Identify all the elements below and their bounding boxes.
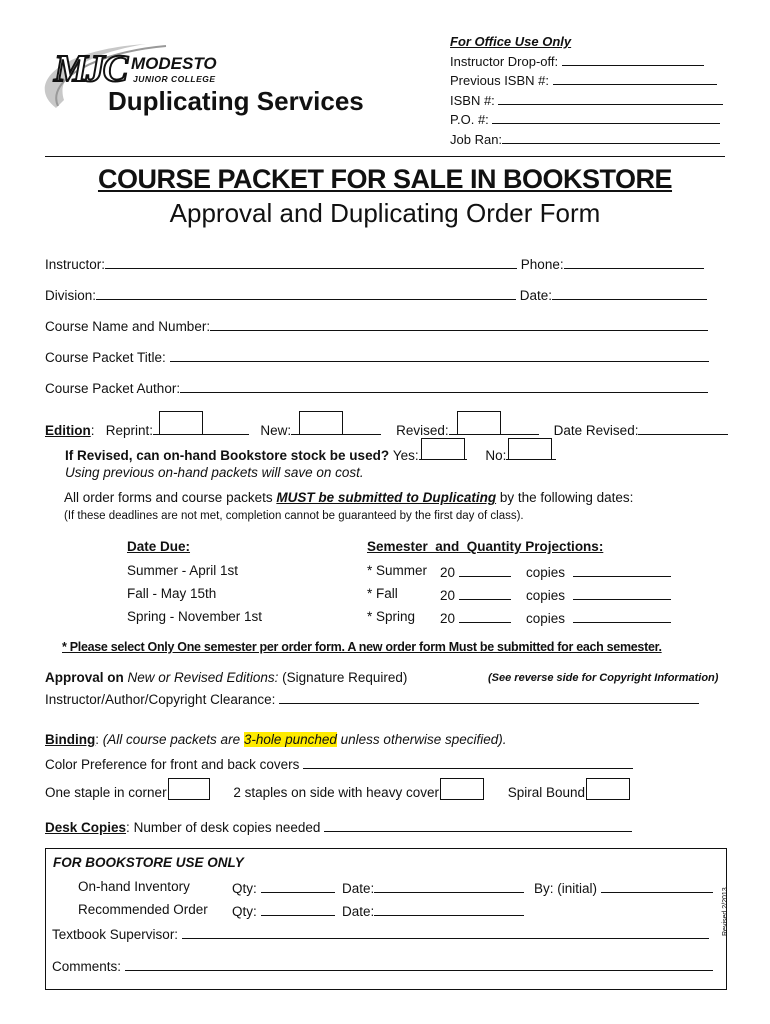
no-line	[506, 446, 556, 460]
college-name: MODESTO	[131, 54, 217, 73]
bookstore-section: FOR BOOKSTORE USE ONLY On-hand Inventory Qty: Date: By: (initial) Recommended Order Qty: Date: Textbook Supervisor: Comments:	[45, 848, 727, 990]
yes-checkbox[interactable]	[421, 438, 465, 460]
revised-checkbox[interactable]	[457, 411, 501, 435]
division-line[interactable]	[96, 286, 516, 300]
logo-mark: MJC	[54, 48, 127, 90]
jobran-line[interactable]	[502, 130, 720, 144]
new-checkbox[interactable]	[299, 411, 343, 435]
fall-year-line[interactable]	[459, 586, 511, 600]
office-field-jobran: Job Ran:	[450, 130, 723, 150]
desk-copies-line[interactable]	[324, 818, 632, 832]
spring-year-line[interactable]	[459, 609, 511, 623]
packet-author-field: Course Packet Author:	[45, 379, 708, 396]
no-checkbox[interactable]	[508, 438, 552, 460]
date-due-heading: Date Due:	[127, 539, 191, 554]
onhand-qty-line[interactable]	[261, 879, 335, 893]
course-name-line[interactable]	[210, 317, 708, 331]
binding-heading: Binding: (All course packets are 3-hole punched unless otherwise specified).	[45, 732, 507, 747]
one-semester-notice: * Please select Only One semester per order form. A new order form Must be submitted for each semester.	[62, 640, 662, 654]
semester-fall: * Fall	[367, 586, 398, 601]
clearance-field: Instructor/Author/Copyright Clearance:	[45, 690, 699, 707]
office-use-section	[450, 33, 723, 150]
division-field: Division: Date:	[45, 286, 707, 303]
submission-line: All order forms and course packets MUST be submitted to Duplicating by the following dates:	[64, 490, 634, 505]
new-line	[291, 421, 381, 435]
recommended-date-line[interactable]	[374, 902, 524, 916]
college-logo	[36, 30, 396, 130]
spiral-bound-checkbox[interactable]	[586, 778, 630, 800]
due-fall: Fall - May 15th	[127, 586, 217, 601]
office-field-dropoff: Instructor Drop-off:	[450, 52, 723, 72]
instructor-line[interactable]	[105, 255, 517, 269]
instructor-field: Instructor: Phone:	[45, 255, 704, 272]
edition-row: Edition: Reprint: New: Revised: Date Revised:	[45, 421, 728, 438]
office-field-isbn: ISBN #:	[450, 91, 723, 111]
two-staples-checkbox[interactable]	[440, 778, 484, 800]
date-line[interactable]	[552, 286, 707, 300]
three-hole-highlight: 3-hole punched	[243, 732, 337, 747]
onhand-label: On-hand Inventory	[78, 879, 190, 894]
packet-title-field: Course Packet Title:	[45, 348, 709, 365]
revision-note: Revised 2/2013	[722, 887, 729, 936]
color-preference-line[interactable]	[303, 755, 633, 769]
desk-copies-field: Desk Copies: Number of desk copies needed	[45, 818, 632, 835]
college-subname: JUNIOR COLLEGE	[133, 74, 216, 84]
packet-author-line[interactable]	[180, 379, 708, 393]
summer-year-line[interactable]	[459, 563, 511, 577]
recommended-label: Recommended Order	[78, 902, 208, 917]
spring-copies-line[interactable]	[573, 609, 671, 623]
onhand-date-line[interactable]	[374, 879, 524, 893]
fall-copies-line[interactable]	[573, 586, 671, 600]
office-field-po: P.O. #:	[450, 110, 723, 130]
due-spring: Spring - November 1st	[127, 609, 263, 624]
header-divider	[45, 156, 725, 157]
initial-line[interactable]	[601, 879, 713, 893]
approval-heading: Approval on New or Revised Editions: (Signature Required)	[45, 670, 408, 685]
reprint-checkbox[interactable]	[159, 411, 203, 435]
onhand-note: Using previous on-hand packets will save on cost.	[65, 465, 364, 480]
supervisor-line[interactable]	[182, 925, 709, 939]
one-staple-checkbox[interactable]	[168, 778, 210, 800]
revised-line	[449, 421, 539, 435]
color-preference-field: Color Preference for front and back covers	[45, 755, 633, 772]
recommended-qty-line[interactable]	[261, 902, 335, 916]
office-heading: For Office Use Only	[450, 34, 572, 49]
semester-heading: Semester and Quantity Projections:	[367, 539, 604, 554]
dropoff-line[interactable]	[562, 52, 704, 66]
phone-line[interactable]	[564, 255, 704, 269]
po-line[interactable]	[492, 110, 720, 124]
bookstore-heading: FOR BOOKSTORE USE ONLY	[53, 855, 244, 870]
clearance-signature-line[interactable]	[279, 690, 699, 704]
comments-line[interactable]	[125, 957, 713, 971]
prev-isbn-line[interactable]	[553, 71, 717, 85]
summer-copies-line[interactable]	[573, 563, 671, 577]
form-title: COURSE PACKET FOR SALE IN BOOKSTORE	[97, 164, 673, 194]
due-summer: Summer - April 1st	[127, 563, 239, 578]
department-name: Duplicating Services	[108, 86, 364, 116]
binding-options-row: One staple in corner 2 staples on side with heavy cover Spiral Bound	[45, 778, 630, 800]
copyright-reference: (See reverse side for Copyright Information)	[488, 672, 719, 684]
course-name-field: Course Name and Number:	[45, 317, 708, 334]
deadline-note: (If these deadlines are not met, completion cannot be guaranteed by the first day of class).	[64, 510, 524, 522]
date-revised-line[interactable]	[638, 421, 728, 435]
semester-spring: * Spring	[367, 609, 416, 624]
office-field-prev-isbn: Previous ISBN #:	[450, 71, 723, 91]
isbn-line[interactable]	[498, 91, 723, 105]
revised-question-row: If Revised, can on-hand Bookstore stock be used? Yes: No:	[65, 446, 556, 463]
semester-summer: * Summer	[367, 563, 428, 578]
packet-title-line[interactable]	[170, 348, 709, 362]
yes-line	[419, 446, 467, 460]
reprint-line	[153, 421, 249, 435]
form-subtitle: Approval and Duplicating Order Form	[169, 198, 601, 228]
